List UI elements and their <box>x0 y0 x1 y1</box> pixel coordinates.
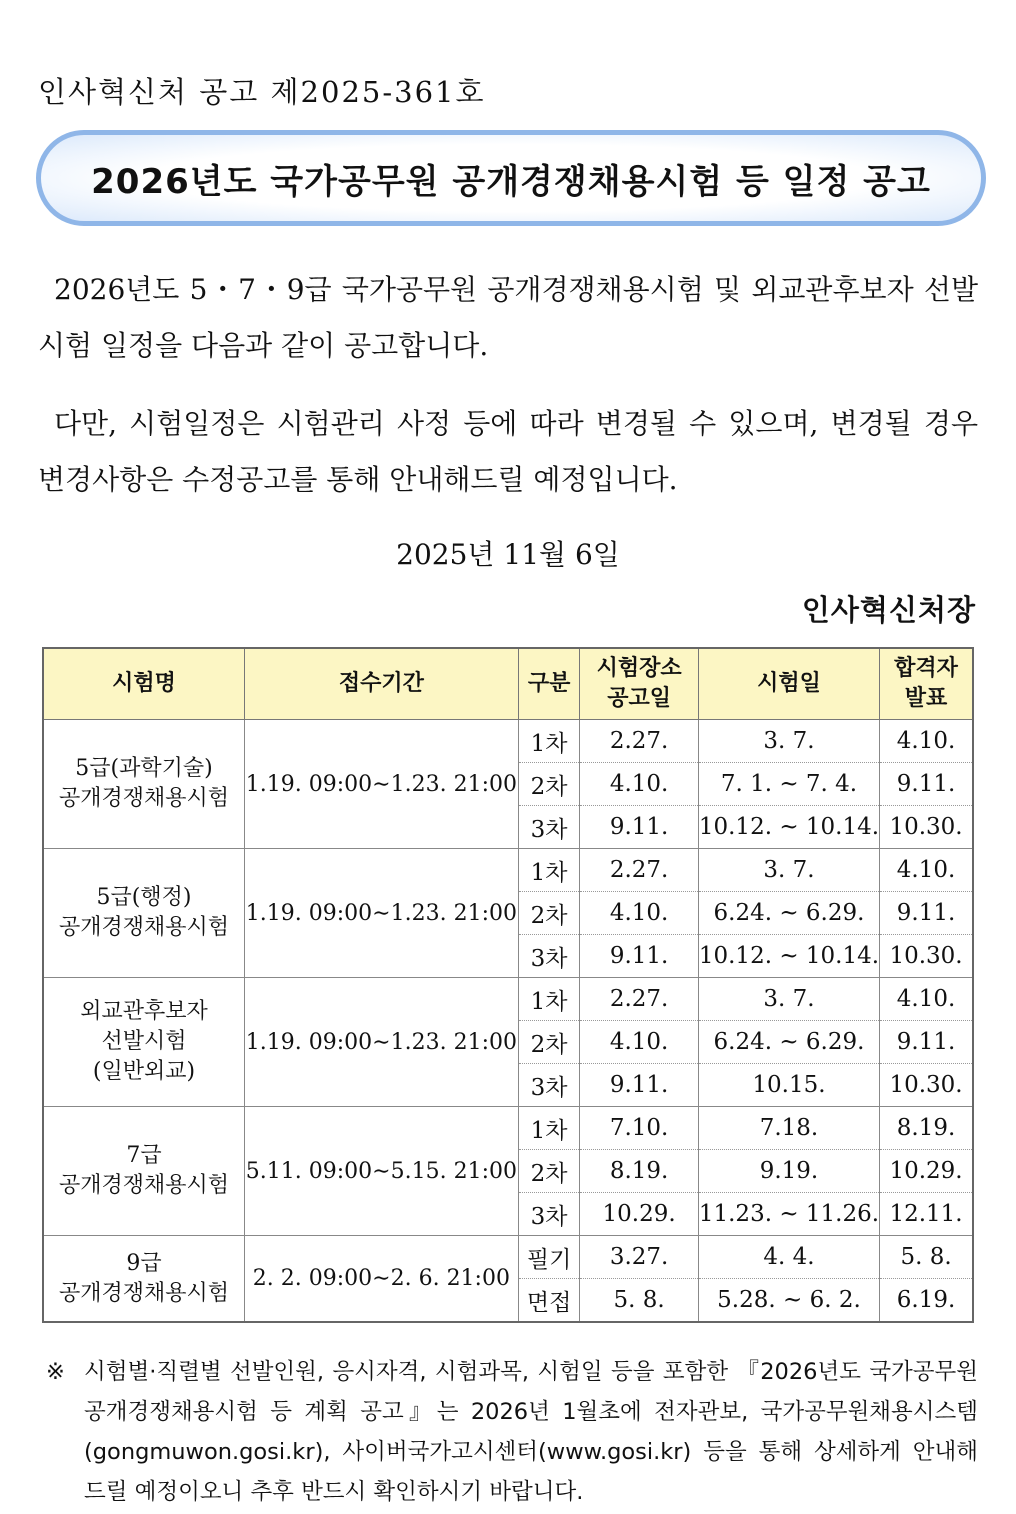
header-result <box>880 648 973 720</box>
exam-name-line: 7급 <box>126 1143 162 1168</box>
header-venue-line2: 공고일 <box>607 686 671 711</box>
result-date-cell: 9.11. <box>880 892 973 935</box>
intro-paragraph-text: 2026년도 5・7・9급 국가공무원 공개경쟁채용시험 및 외교관후보자 선발시험 일정을 다음과 같이 공고합니다. <box>38 273 978 362</box>
exam-schedule-table <box>42 647 974 1323</box>
stage-cell: 3차 <box>518 1193 579 1236</box>
result-date-cell: 4.10. <box>880 978 973 1021</box>
exam-date-cell: 10.15. <box>698 1064 879 1107</box>
result-date-cell: 4.10. <box>880 849 973 892</box>
result-date-cell: 8.19. <box>880 1107 973 1150</box>
exam-date-cell: 10.12. ~ 10.14. <box>698 806 879 849</box>
stage-cell: 1차 <box>518 978 579 1021</box>
result-date-cell: 9.11. <box>880 1021 973 1064</box>
venue-date-cell: 9.11. <box>580 935 699 978</box>
notice-number: 인사혁신처 공고 제2025-361호 <box>38 75 486 109</box>
venue-date-cell: 8.19. <box>580 1150 699 1193</box>
venue-date-cell: 2.27. <box>580 978 699 1021</box>
exam-date-cell: 7.18. <box>698 1107 879 1150</box>
exam-date-cell: 4. 4. <box>698 1236 879 1279</box>
venue-date-cell: 2.27. <box>580 720 699 763</box>
footnote <box>46 1352 978 1512</box>
footnote-mark: ※ <box>46 1359 65 1385</box>
page-title: 2026년도 국가공무원 공개경쟁채용시험 등 일정 공고 <box>91 161 931 202</box>
exam-date-cell: 5.28. ~ 6. 2. <box>698 1279 879 1323</box>
exam-date-cell: 10.12. ~ 10.14. <box>698 935 879 978</box>
exam-name-line: 공개경쟁채용시험 <box>58 1280 229 1306</box>
header-stage: 구분 <box>518 648 579 720</box>
stage-cell: 2차 <box>518 1021 579 1064</box>
header-result-line2: 발표 <box>904 686 948 711</box>
application-period-cell: 1.19. 09:00∼1.23. 21:00 <box>244 720 518 849</box>
table-row <box>43 849 973 892</box>
exam-date-cell: 3. 7. <box>698 849 879 892</box>
result-date-cell: 10.30. <box>880 935 973 978</box>
stage-cell: 3차 <box>518 1064 579 1107</box>
exam-name-line: (일반외교) <box>92 1059 196 1084</box>
exam-date-cell: 3. 7. <box>698 978 879 1021</box>
exam-date-cell: 7. 1. ~ 7. 4. <box>698 763 879 806</box>
table-row <box>43 720 973 763</box>
exam-name-line: 5급(행정) <box>96 885 192 910</box>
application-period-cell: 2. 2. 09:00∼2. 6. 21:00 <box>244 1236 518 1323</box>
footnote-text: 시험별·직렬별 선발인원, 응시자격, 시험과목, 시험일 등을 포함한 『2026년도 국가공무원 공개경쟁채용시험 등 계획 공고』는 2026년 1월초에 전자관보, 국가공무원채용시스템(gongmuwon.gosi.kr), 사이버국가고시센터(www.gosi.kr) 등을 통해 상세하게 안내해 드릴 예정이오니 추후 반드시 확인하시기 바랍니다. <box>84 1359 978 1505</box>
table-row <box>43 1236 973 1279</box>
stage-cell: 면접 <box>518 1279 579 1323</box>
table-row <box>43 1107 973 1150</box>
venue-date-cell: 7.10. <box>580 1107 699 1150</box>
announcement-date: 2025년 11월 6일 <box>396 538 620 571</box>
notice-paragraph <box>38 396 978 508</box>
venue-date-cell: 4.10. <box>580 1021 699 1064</box>
result-date-cell: 10.30. <box>880 1064 973 1107</box>
result-date-cell: 9.11. <box>880 763 973 806</box>
stage-cell: 1차 <box>518 849 579 892</box>
stage-cell: 3차 <box>518 935 579 978</box>
venue-date-cell: 3.27. <box>580 1236 699 1279</box>
header-exam-name: 시험명 <box>43 648 244 720</box>
stage-cell: 2차 <box>518 763 579 806</box>
signer: 인사혁신처장 <box>801 593 976 627</box>
exam-name-line: 외교관후보자 <box>80 999 208 1024</box>
exam-name-line: 공개경쟁채용시험 <box>58 1173 229 1198</box>
exam-name-line: 5급(과학기술) <box>75 756 213 781</box>
table-body <box>43 720 973 1323</box>
exam-date-cell: 6.24. ~ 6.29. <box>698 1021 879 1064</box>
result-date-cell: 5. 8. <box>880 1236 973 1279</box>
exam-name-cell <box>43 1236 244 1323</box>
result-date-cell: 12.11. <box>880 1193 973 1236</box>
result-date-cell: 6.19. <box>880 1279 973 1323</box>
exam-date-cell: 9.19. <box>698 1150 879 1193</box>
table-header-row <box>43 648 973 720</box>
exam-name-line: 9급 <box>126 1250 162 1276</box>
stage-cell: 1차 <box>518 1107 579 1150</box>
exam-name-line: 선발시험 <box>101 1029 187 1054</box>
exam-name-cell <box>43 978 244 1107</box>
exam-name-cell <box>43 720 244 849</box>
application-period-cell: 1.19. 09:00∼1.23. 21:00 <box>244 978 518 1107</box>
result-date-cell: 10.30. <box>880 806 973 849</box>
venue-date-cell: 5. 8. <box>580 1279 699 1323</box>
result-date-cell: 4.10. <box>880 720 973 763</box>
venue-date-cell: 9.11. <box>580 806 699 849</box>
venue-date-cell: 2.27. <box>580 849 699 892</box>
exam-name-cell <box>43 1107 244 1236</box>
application-period-cell: 1.19. 09:00∼1.23. 21:00 <box>244 849 518 978</box>
exam-date-cell: 11.23. ~ 11.26. <box>698 1193 879 1236</box>
exam-name-line: 공개경쟁채용시험 <box>58 786 229 811</box>
header-venue-line1: 시험장소 <box>596 656 682 681</box>
exam-name-line: 공개경쟁채용시험 <box>58 915 229 940</box>
stage-cell: 2차 <box>518 892 579 935</box>
table-row <box>43 978 973 1021</box>
title-banner <box>36 130 986 226</box>
header-exam-date: 시험일 <box>698 648 879 720</box>
header-period: 접수기간 <box>244 648 518 720</box>
venue-date-cell: 4.10. <box>580 892 699 935</box>
exam-name-cell <box>43 849 244 978</box>
exam-date-cell: 6.24. ~ 6.29. <box>698 892 879 935</box>
exam-date-cell: 3. 7. <box>698 720 879 763</box>
intro-paragraph <box>38 262 978 374</box>
venue-date-cell: 9.11. <box>580 1064 699 1107</box>
application-period-cell: 5.11. 09:00∼5.15. 21:00 <box>244 1107 518 1236</box>
stage-cell: 3차 <box>518 806 579 849</box>
stage-cell: 필기 <box>518 1236 579 1279</box>
venue-date-cell: 10.29. <box>580 1193 699 1236</box>
result-date-cell: 10.29. <box>880 1150 973 1193</box>
header-venue-date <box>580 648 699 720</box>
header-result-line1: 합격자 <box>894 656 958 681</box>
stage-cell: 1차 <box>518 720 579 763</box>
venue-date-cell: 4.10. <box>580 763 699 806</box>
notice-paragraph-text: 다만, 시험일정은 시험관리 사정 등에 따라 변경될 수 있으며, 변경될 경우 변경사항은 수정공고를 통해 안내해드릴 예정입니다. <box>38 407 978 496</box>
stage-cell: 2차 <box>518 1150 579 1193</box>
